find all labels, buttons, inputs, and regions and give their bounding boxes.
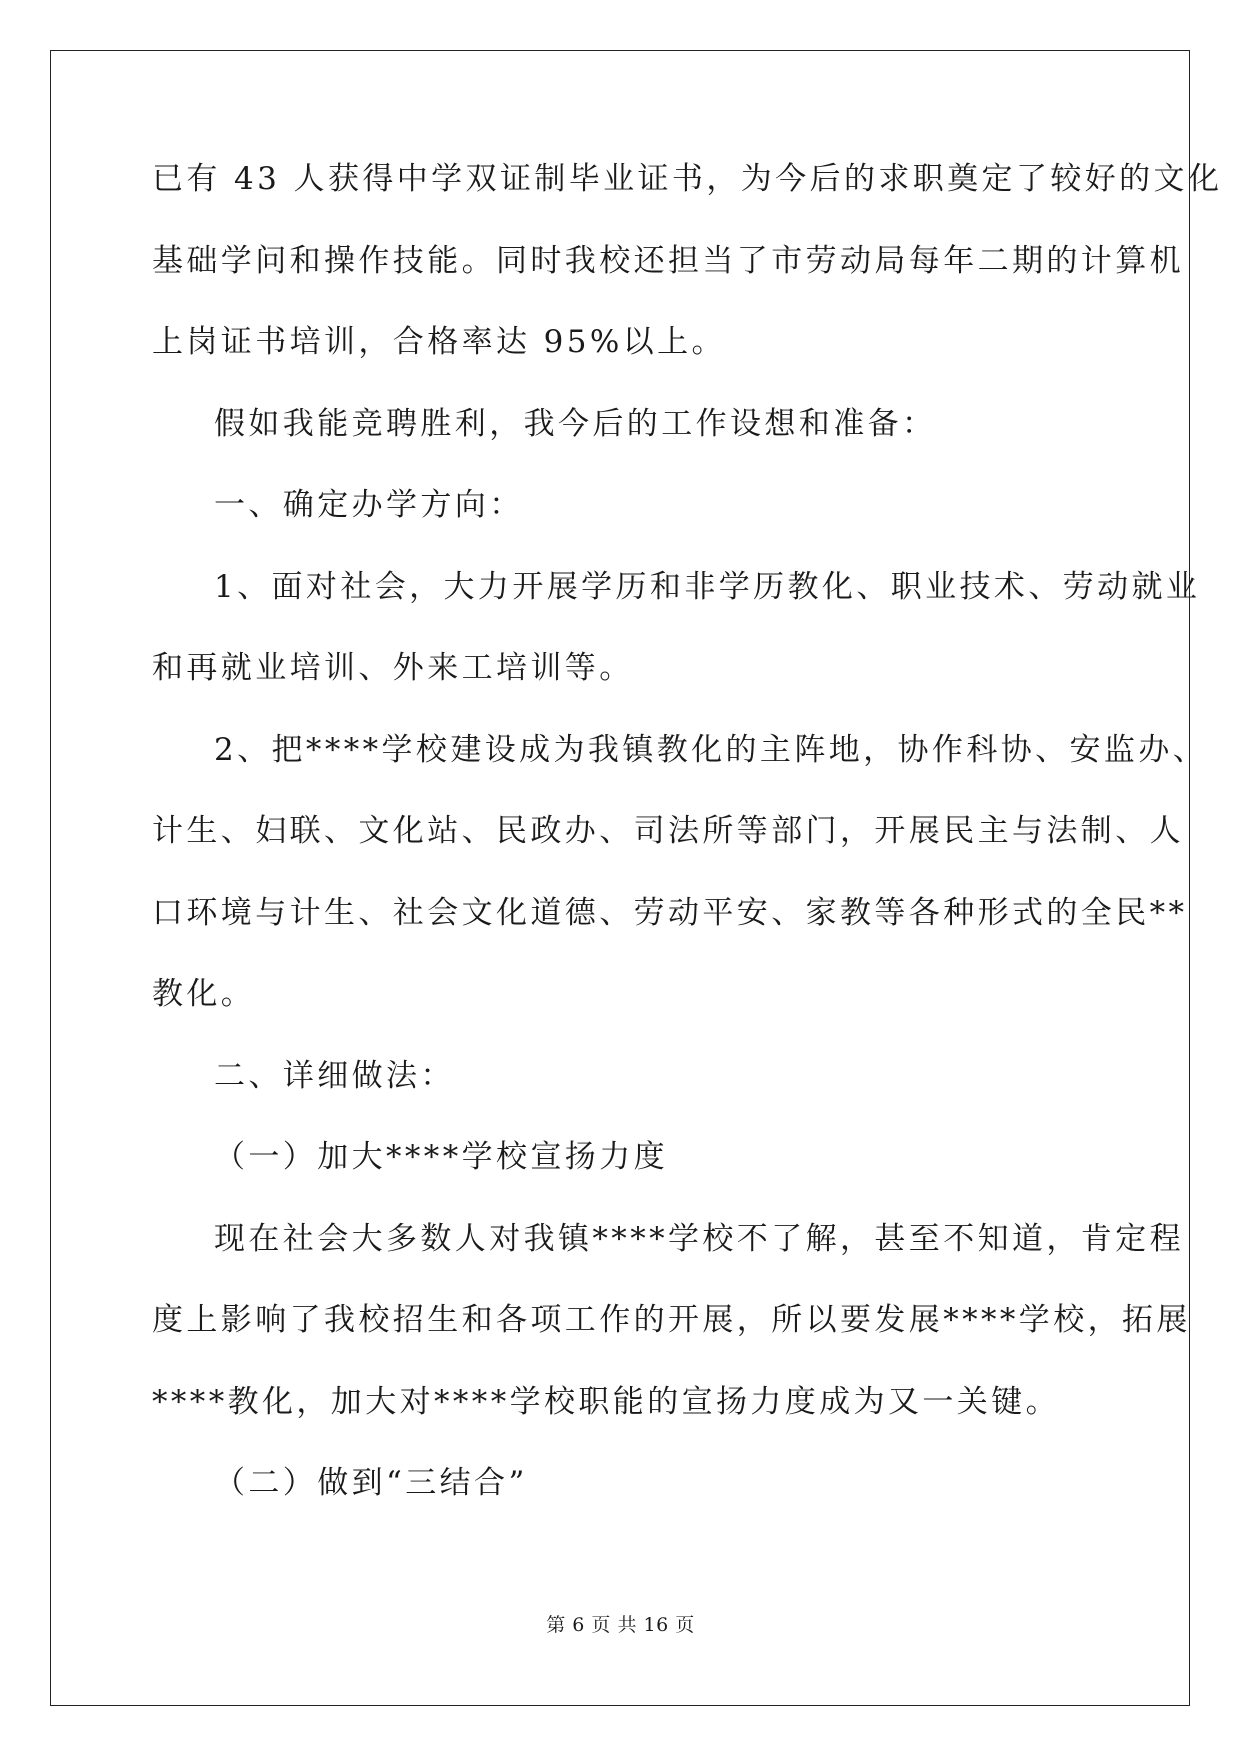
body-line: 2、把****学校建设成为我镇教化的主阵地，协作科协、安监办、 <box>214 731 1208 768</box>
body-line: 口环境与计生、社会文化道德、劳动平安、家教等各种形式的全民** <box>152 894 1188 931</box>
body-line: 和再就业培训、外来工培训等。 <box>152 650 634 686</box>
body-line: 教化。 <box>152 976 256 1012</box>
body-line: 假如我能竞聘胜利，我今后的工作设想和准备： <box>214 405 937 442</box>
page-footer: 第 6 页 共 16 页 <box>546 1614 695 1636</box>
body-line: 度上影响了我校招生和各项工作的开展，所以要发展****学校，拓展 <box>152 1302 1191 1338</box>
body-line: 基础学问和操作技能。同时我校还担当了市劳动局每年二期的计算机 <box>152 242 1184 279</box>
body-line: 1、面对社会，大力开展学历和非学历教化、职业技术、劳动就业 <box>214 568 1201 605</box>
body-line: （一）加大****学校宣扬力度 <box>214 1139 668 1175</box>
body-line: 现在社会大多数人对我镇****学校不了解，甚至不知道，肯定程 <box>214 1220 1184 1257</box>
body-line: （二）做到“三结合” <box>214 1465 528 1501</box>
body-line: ****教化，加大对****学校职能的宣扬力度成为又一关键。 <box>152 1383 1060 1420</box>
body-line: 已有 43 人获得中学双证制毕业证书，为今后的求职奠定了较好的文化 <box>152 161 1223 197</box>
document-body <box>152 160 1223 1546</box>
body-line: 计生、妇联、文化站、民政办、司法所等部门，开展民主与法制、人 <box>152 813 1184 849</box>
body-line: 一、确定办学方向： <box>214 487 524 523</box>
body-line: 二、详细做法： <box>214 1057 455 1094</box>
body-line: 上岗证书培训，合格率达 95%以上。 <box>152 324 726 360</box>
